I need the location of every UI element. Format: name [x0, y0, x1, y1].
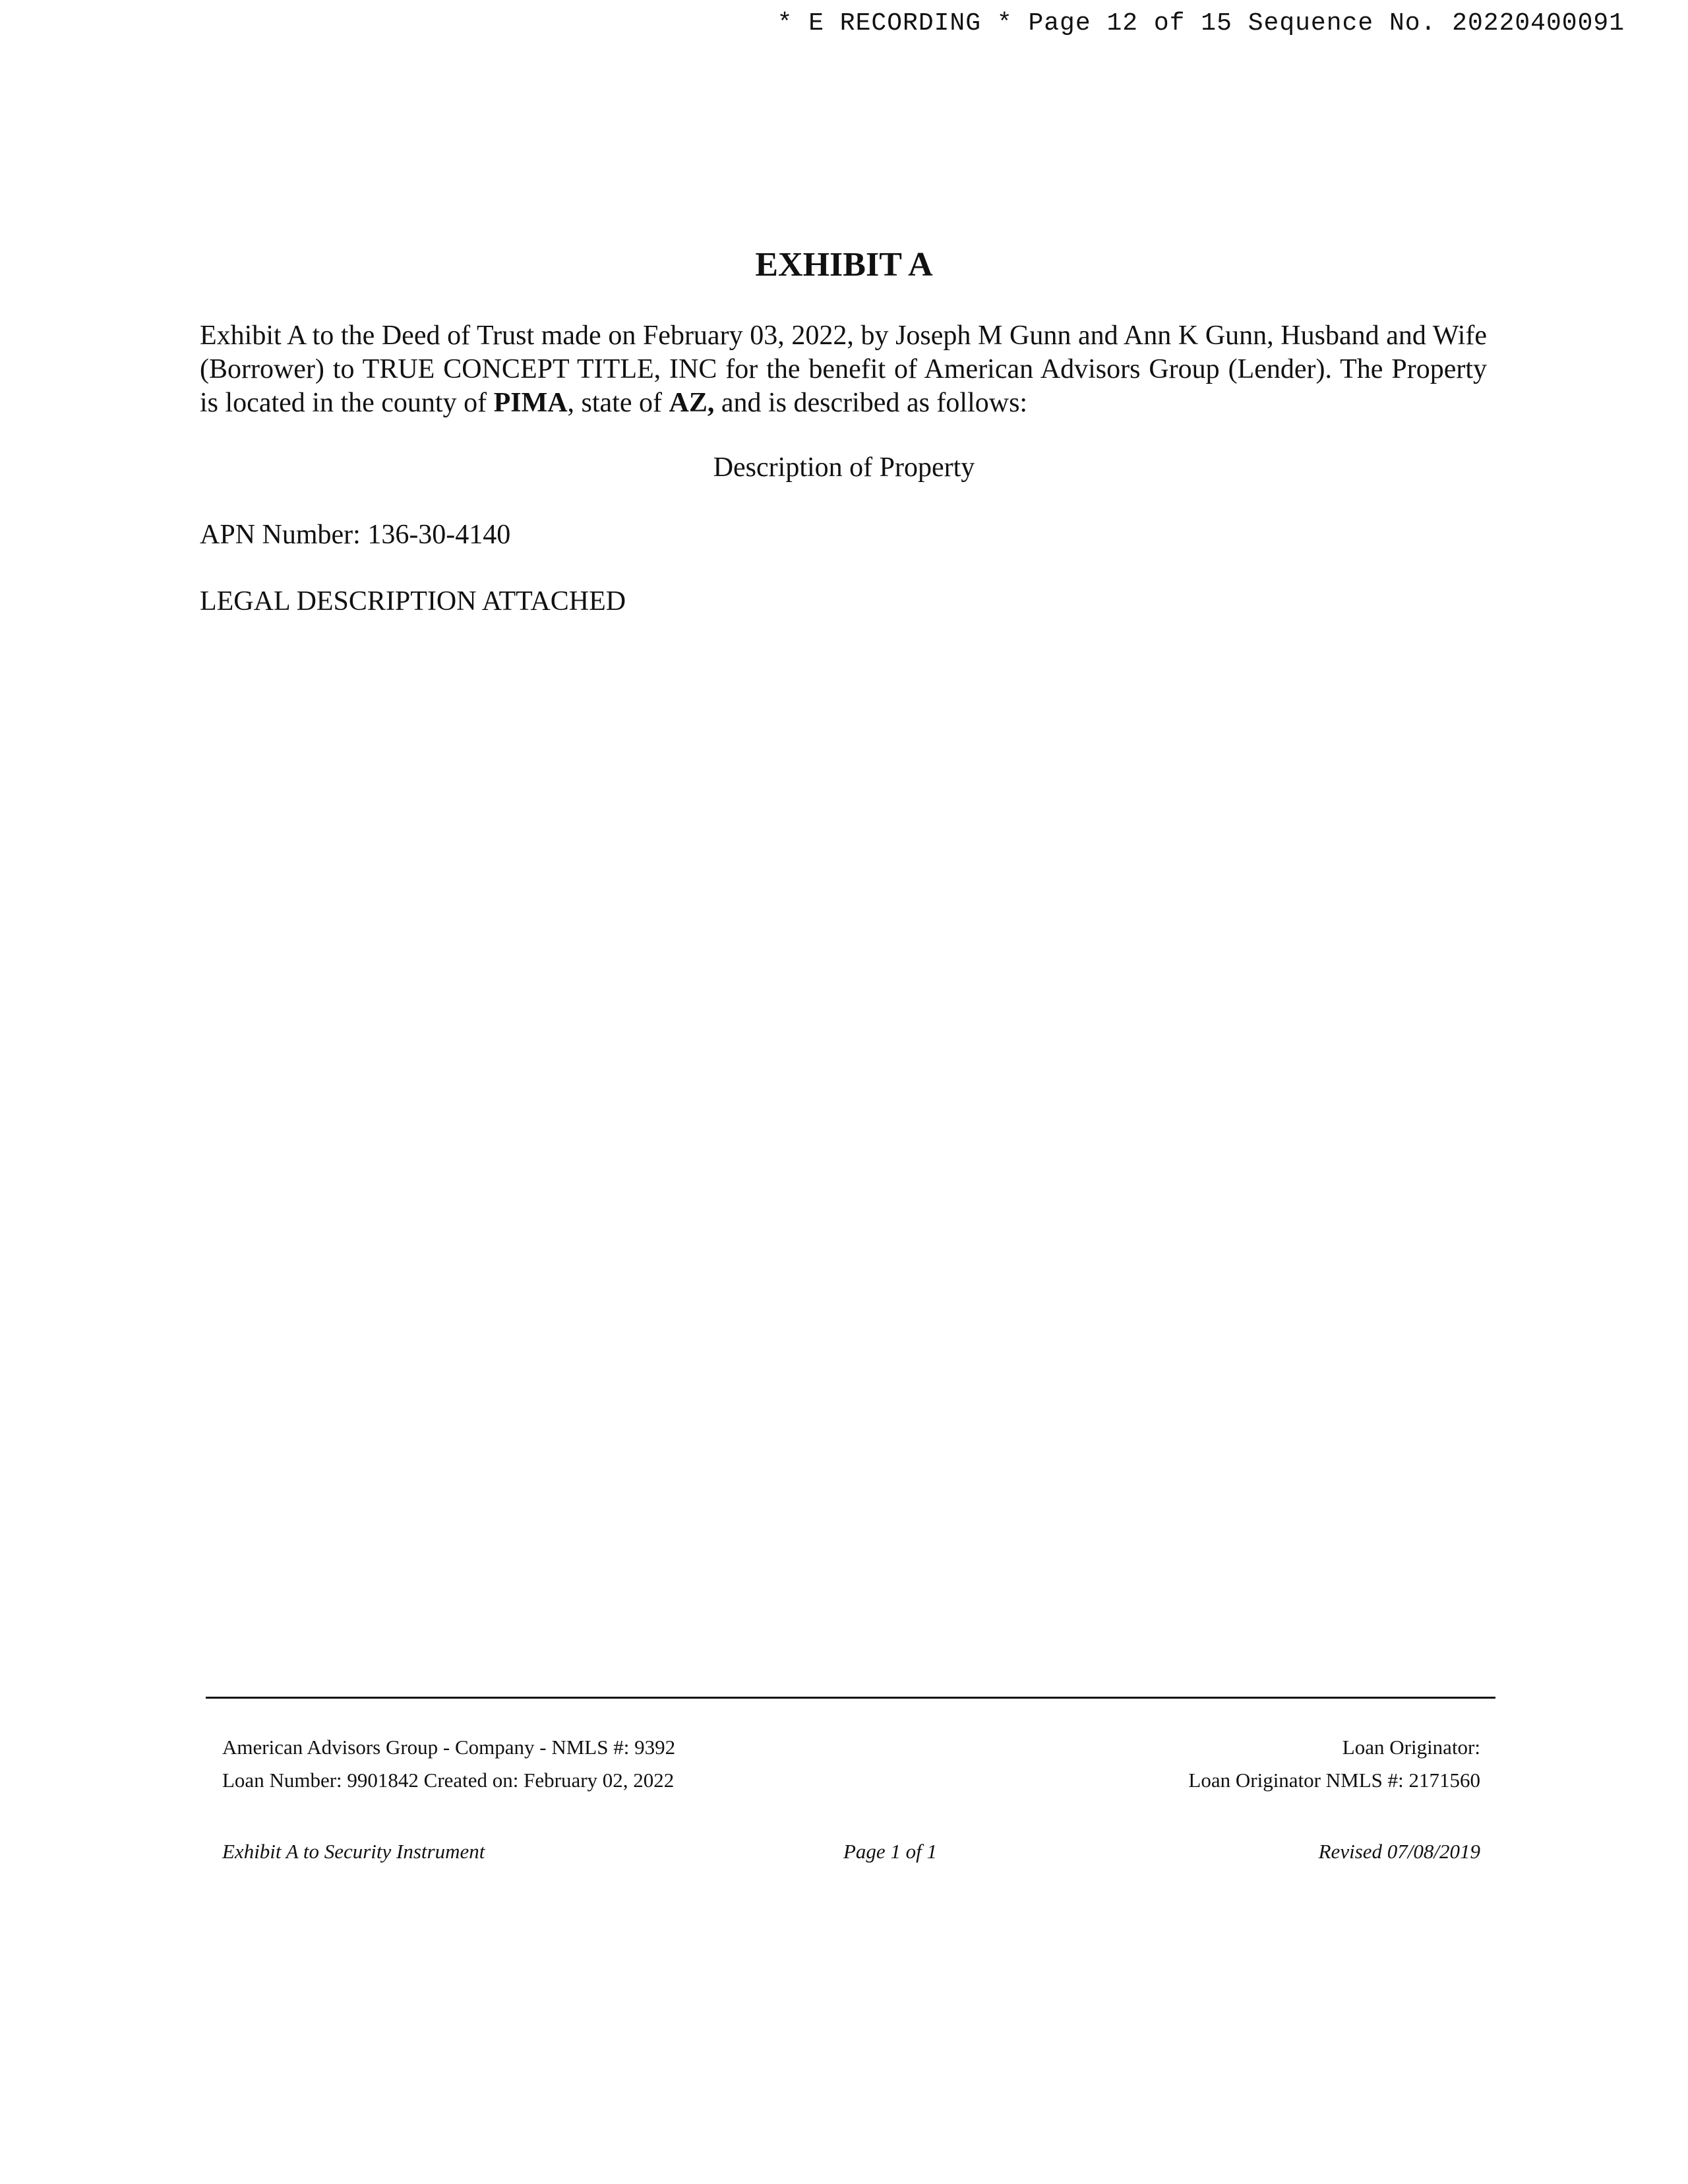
- intro-text-part-2: , state of: [567, 388, 669, 418]
- legal-description-line: LEGAL DESCRIPTION ATTACHED: [200, 586, 626, 617]
- county-name: PIMA: [493, 388, 568, 418]
- recording-stamp-header: * E RECORDING * Page 12 of 15 Sequence No. 20220400091: [777, 9, 1625, 38]
- intro-text-part-1: Exhibit A to the Deed of Trust made on February 03, 2022, by Joseph M Gunn and Ann K Gunn, Husband and Wife (Borrower) to TRUE CONCEPT TITLE, INC for the benefit of American Advisors Group (Lender). The Property is located in the county of: [200, 320, 1487, 418]
- footer-divider: [206, 1697, 1495, 1699]
- footer-loan-line: Loan Number: 9901842 Created on: February 02, 2022: [222, 1769, 675, 1792]
- footer-originator-label: Loan Originator:: [1342, 1736, 1480, 1759]
- exhibit-title: EXHIBIT A: [755, 246, 933, 284]
- footer-page-number: Page 1 of 1: [843, 1840, 938, 1863]
- description-heading: Description of Property: [713, 452, 975, 483]
- exhibit-intro-paragraph: [200, 319, 1487, 420]
- apn-number-line: APN Number: 136-30-4140: [200, 520, 511, 550]
- intro-text-part-3: and is described as follows:: [714, 388, 1028, 418]
- footer-company-line: American Advisors Group - Company - NMLS #: 9392: [222, 1736, 676, 1759]
- state-name: AZ,: [669, 388, 715, 418]
- footer-form-name: Exhibit A to Security Instrument: [222, 1840, 485, 1863]
- footer-originator-nmls: Loan Originator NMLS #: 2171560: [1188, 1769, 1480, 1792]
- footer-revised-date: Revised 07/08/2019: [1318, 1840, 1480, 1863]
